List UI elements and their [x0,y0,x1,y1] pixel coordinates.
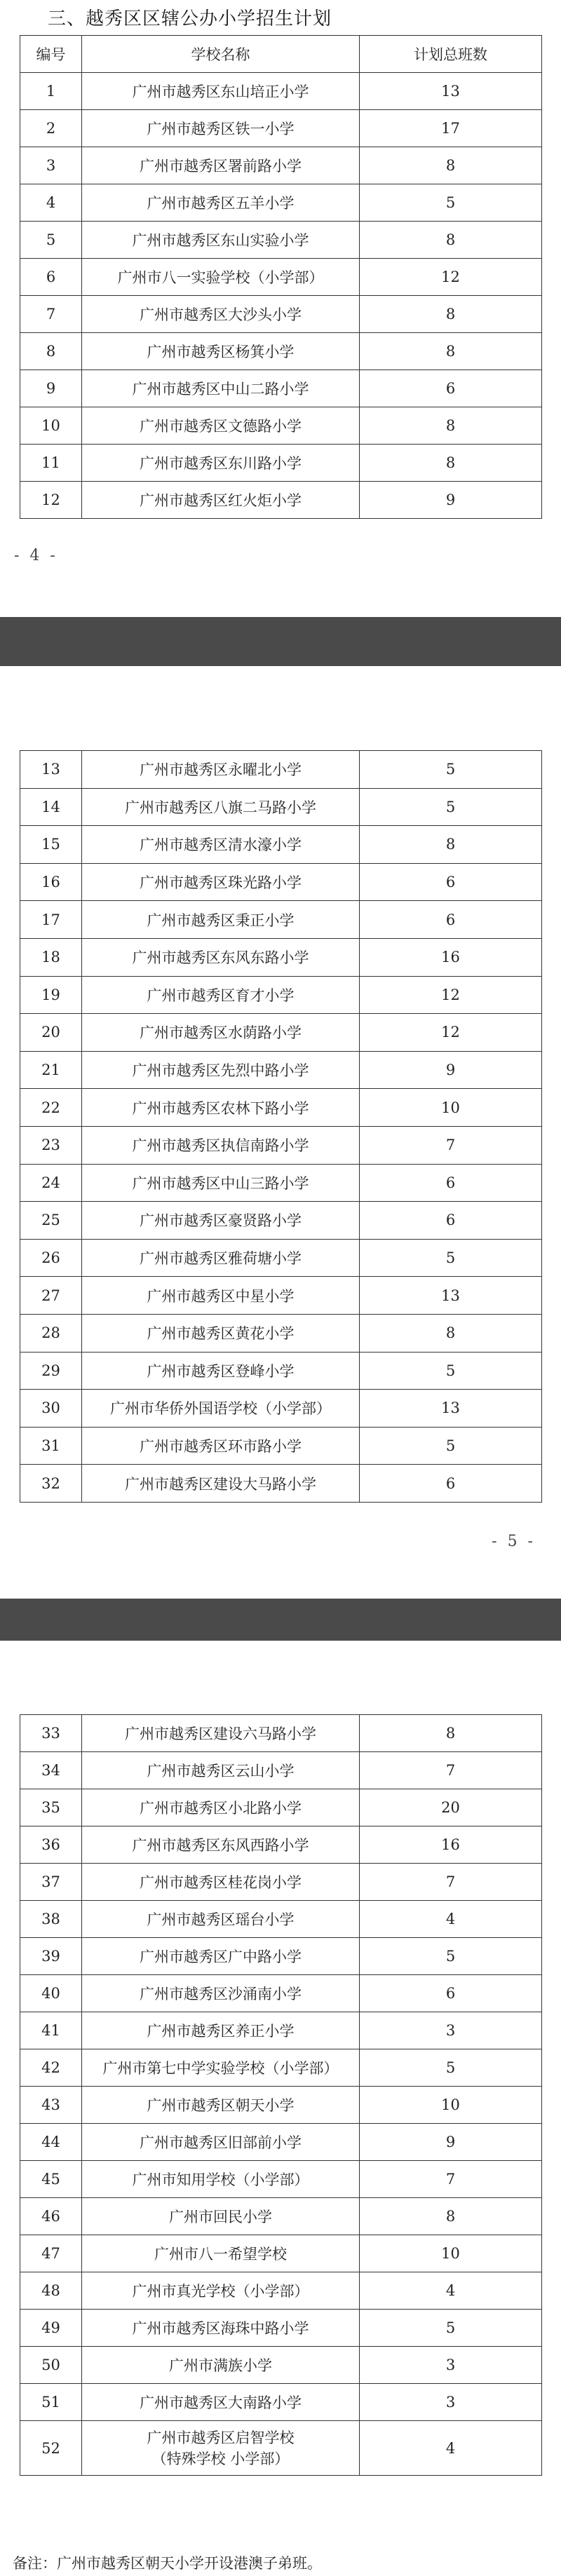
school-name: 广州市真光学校（小学部） [82,2272,360,2310]
table-header-row [20,36,542,73]
table-row [20,2087,542,2124]
table-row [20,1277,542,1315]
table-row [20,370,542,407]
class-count: 8 [360,296,542,333]
row-number: 8 [20,333,82,370]
row-number: 28 [20,1314,82,1352]
school-name: 广州市八一实验学校（小学部） [82,259,360,296]
class-count: 9 [360,1051,542,1089]
school-name: 广州市越秀区桂花岗小学 [82,1864,360,1901]
table-row [20,1239,542,1277]
class-count: 8 [360,333,542,370]
enrollment-table-part-1 [20,35,542,519]
class-count: 8 [360,222,542,259]
class-count: 8 [360,147,542,184]
table-row [20,2384,542,2421]
school-name: 广州市越秀区建设大马路小学 [82,1465,360,1503]
class-count: 5 [360,788,542,826]
school-name: 广州市越秀区先烈中路小学 [82,1051,360,1089]
table-row [20,296,542,333]
table-row [20,863,542,901]
school-name: 广州市越秀区雅荷塘小学 [82,1239,360,1277]
class-count: 7 [360,1126,542,1164]
class-count: 3 [360,2384,542,2421]
table-row [20,826,542,864]
header-no: 编号 [20,36,82,73]
class-count: 5 [360,1938,542,1975]
table-row [20,1202,542,1240]
school-name: 广州市越秀区登峰小学 [82,1352,360,1390]
row-number: 51 [20,2384,82,2421]
class-count: 12 [360,976,542,1014]
class-count: 10 [360,2235,542,2272]
page-number: - 5 - [492,1533,536,1550]
class-count: 5 [360,751,542,789]
school-name: 广州市越秀区启智学校 （特殊学校 小学部） [82,2421,360,2476]
document-page-6 [0,1641,561,2576]
page-gap [0,1599,561,1641]
school-name: 广州市越秀区中星小学 [82,1277,360,1315]
class-count: 13 [360,73,542,110]
school-name: 广州市越秀区东山实验小学 [82,222,360,259]
table-row [20,1352,542,1390]
school-name: 广州市越秀区黄花小学 [82,1314,360,1352]
footnote: 备注：广州市越秀区朝天小学开设港澳子弟班。 [13,2555,322,2572]
class-count: 3 [360,2347,542,2384]
row-number: 45 [20,2161,82,2198]
row-number: 37 [20,1864,82,1901]
row-number: 44 [20,2124,82,2161]
class-count: 6 [360,370,542,407]
row-number: 17 [20,901,82,939]
class-count: 6 [360,863,542,901]
school-name: 广州市越秀区八旗二马路小学 [82,788,360,826]
school-name: 广州市越秀区豪贤路小学 [82,1202,360,1240]
class-count: 5 [360,2049,542,2087]
table-row [20,2421,542,2476]
class-count: 4 [360,2272,542,2310]
table-row [20,482,542,519]
school-name: 广州市越秀区五羊小学 [82,184,360,222]
row-number: 48 [20,2272,82,2310]
row-number: 40 [20,1975,82,2012]
row-number: 3 [20,147,82,184]
class-count: 7 [360,1752,542,1789]
table-row [20,1126,542,1164]
school-name: 广州市越秀区秉正小学 [82,901,360,939]
row-number: 14 [20,788,82,826]
class-count: 10 [360,1089,542,1127]
class-count: 7 [360,2161,542,2198]
school-name: 广州市知用学校（小学部） [82,2161,360,2198]
table-row [20,1014,542,1052]
table-row [20,2272,542,2310]
class-count: 17 [360,110,542,147]
school-name: 广州市八一希望学校 [82,2235,360,2272]
row-number: 1 [20,73,82,110]
table-row [20,2310,542,2347]
class-count: 5 [360,1352,542,1390]
school-name: 广州市第七中学实验学校（小学部） [82,2049,360,2087]
class-count: 8 [360,407,542,445]
header-class-count: 计划总班数 [360,36,542,73]
table-row [20,1938,542,1975]
table-row [20,73,542,110]
row-number: 36 [20,1826,82,1864]
row-number: 31 [20,1427,82,1465]
table-row [20,222,542,259]
school-name: 广州市越秀区小北路小学 [82,1789,360,1826]
school-name: 广州市满族小学 [82,2347,360,2384]
header-school-name: 学校名称 [82,36,360,73]
section-heading: 三、越秀区区辖公办小学招生计划 [48,8,332,29]
school-name: 广州市越秀区执信南路小学 [82,1126,360,1164]
class-count: 9 [360,482,542,519]
row-number: 46 [20,2198,82,2235]
school-name: 广州市越秀区文德路小学 [82,407,360,445]
class-count: 4 [360,1901,542,1938]
table-row [20,1975,542,2012]
row-number: 23 [20,1126,82,1164]
class-count: 9 [360,2124,542,2161]
school-name: 广州市越秀区东风东路小学 [82,938,360,976]
class-count: 5 [360,1239,542,1277]
page-gap [0,617,561,666]
row-number: 43 [20,2087,82,2124]
row-number: 34 [20,1752,82,1789]
class-count: 5 [360,1427,542,1465]
class-count: 13 [360,1277,542,1315]
table-row [20,184,542,222]
table-row [20,445,542,482]
row-number: 42 [20,2049,82,2087]
class-count: 6 [360,1164,542,1202]
class-count: 6 [360,1202,542,1240]
school-name: 广州市越秀区永曜北小学 [82,751,360,789]
class-count: 12 [360,1014,542,1052]
table-row [20,1089,542,1127]
page-number: - 4 - [14,547,58,564]
class-count: 3 [360,2012,542,2049]
table-row [20,407,542,445]
row-number: 26 [20,1239,82,1277]
class-count: 16 [360,1826,542,1864]
table-row [20,1164,542,1202]
class-count: 8 [360,826,542,864]
class-count: 7 [360,1864,542,1901]
table-row [20,1789,542,1826]
row-number: 11 [20,445,82,482]
table-row [20,333,542,370]
row-number: 25 [20,1202,82,1240]
row-number: 32 [20,1465,82,1503]
row-number: 52 [20,2421,82,2476]
school-name: 广州市越秀区东川路小学 [82,445,360,482]
class-count: 6 [360,1465,542,1503]
class-count: 8 [360,1314,542,1352]
row-number: 16 [20,863,82,901]
table-row [20,1390,542,1428]
row-number: 19 [20,976,82,1014]
table-row [20,976,542,1014]
enrollment-table-part-2 [20,750,542,1503]
class-count: 20 [360,1789,542,1826]
school-name: 广州市越秀区环市路小学 [82,1427,360,1465]
row-number: 5 [20,222,82,259]
table-row [20,1864,542,1901]
school-name: 广州市越秀区沙涌南小学 [82,1975,360,2012]
row-number: 20 [20,1014,82,1052]
table-row [20,2235,542,2272]
document-page-4 [0,0,561,617]
school-name: 广州市越秀区养正小学 [82,2012,360,2049]
table-row [20,110,542,147]
school-name: 广州市越秀区杨箕小学 [82,333,360,370]
school-name: 广州市华侨外国语学校（小学部） [82,1390,360,1428]
class-count: 12 [360,259,542,296]
table-row [20,2347,542,2384]
row-number: 15 [20,826,82,864]
row-number: 9 [20,370,82,407]
table-row [20,788,542,826]
row-number: 27 [20,1277,82,1315]
enrollment-table-part-3 [20,1714,542,2476]
table-row [20,1826,542,1864]
class-count: 16 [360,938,542,976]
table-row [20,2198,542,2235]
school-name: 广州市越秀区大沙头小学 [82,296,360,333]
row-number: 41 [20,2012,82,2049]
class-count: 4 [360,2421,542,2476]
row-number: 24 [20,1164,82,1202]
table-row [20,1427,542,1465]
table-row [20,1051,542,1089]
table-row [20,1901,542,1938]
table-row [20,1715,542,1752]
school-name: 广州市越秀区水荫路小学 [82,1014,360,1052]
school-name: 广州市越秀区红火炬小学 [82,482,360,519]
school-name: 广州市越秀区广中路小学 [82,1938,360,1975]
school-name: 广州市越秀区海珠中路小学 [82,2310,360,2347]
school-name: 广州市越秀区育才小学 [82,976,360,1014]
row-number: 49 [20,2310,82,2347]
table-row [20,2124,542,2161]
row-number: 35 [20,1789,82,1826]
school-name: 广州市越秀区建设六马路小学 [82,1715,360,1752]
school-name: 广州市越秀区中山三路小学 [82,1164,360,1202]
row-number: 30 [20,1390,82,1428]
class-count: 8 [360,445,542,482]
row-number: 18 [20,938,82,976]
row-number: 39 [20,1938,82,1975]
school-name: 广州市越秀区中山二路小学 [82,370,360,407]
table-row [20,2161,542,2198]
class-count: 8 [360,2198,542,2235]
table-row [20,938,542,976]
row-number: 12 [20,482,82,519]
class-count: 8 [360,1715,542,1752]
class-count: 10 [360,2087,542,2124]
school-name: 广州市越秀区旧部前小学 [82,2124,360,2161]
row-number: 10 [20,407,82,445]
table-row [20,2012,542,2049]
school-name: 广州市越秀区大南路小学 [82,2384,360,2421]
row-number: 38 [20,1901,82,1938]
table-row [20,1465,542,1503]
school-name: 广州市越秀区东风西路小学 [82,1826,360,1864]
school-name: 广州市越秀区农林下路小学 [82,1089,360,1127]
school-name: 广州市越秀区铁一小学 [82,110,360,147]
table-row [20,1314,542,1352]
row-number: 29 [20,1352,82,1390]
table-row [20,751,542,789]
row-number: 13 [20,751,82,789]
row-number: 7 [20,296,82,333]
table-row [20,901,542,939]
class-count: 5 [360,2310,542,2347]
row-number: 6 [20,259,82,296]
class-count: 13 [360,1390,542,1428]
school-name: 广州市越秀区朝天小学 [82,2087,360,2124]
class-count: 5 [360,184,542,222]
class-count: 6 [360,1975,542,2012]
row-number: 4 [20,184,82,222]
row-number: 2 [20,110,82,147]
row-number: 33 [20,1715,82,1752]
row-number: 47 [20,2235,82,2272]
table-row [20,147,542,184]
school-name: 广州市越秀区署前路小学 [82,147,360,184]
row-number: 50 [20,2347,82,2384]
school-name: 广州市越秀区清水濠小学 [82,826,360,864]
school-name: 广州市越秀区云山小学 [82,1752,360,1789]
document-page-5 [0,666,561,1599]
row-number: 22 [20,1089,82,1127]
table-row [20,1752,542,1789]
school-name: 广州市越秀区珠光路小学 [82,863,360,901]
school-name: 广州市越秀区东山培正小学 [82,73,360,110]
table-row [20,2049,542,2087]
class-count: 6 [360,901,542,939]
row-number: 21 [20,1051,82,1089]
school-name: 广州市回民小学 [82,2198,360,2235]
school-name: 广州市越秀区瑶台小学 [82,1901,360,1938]
table-row [20,259,542,296]
